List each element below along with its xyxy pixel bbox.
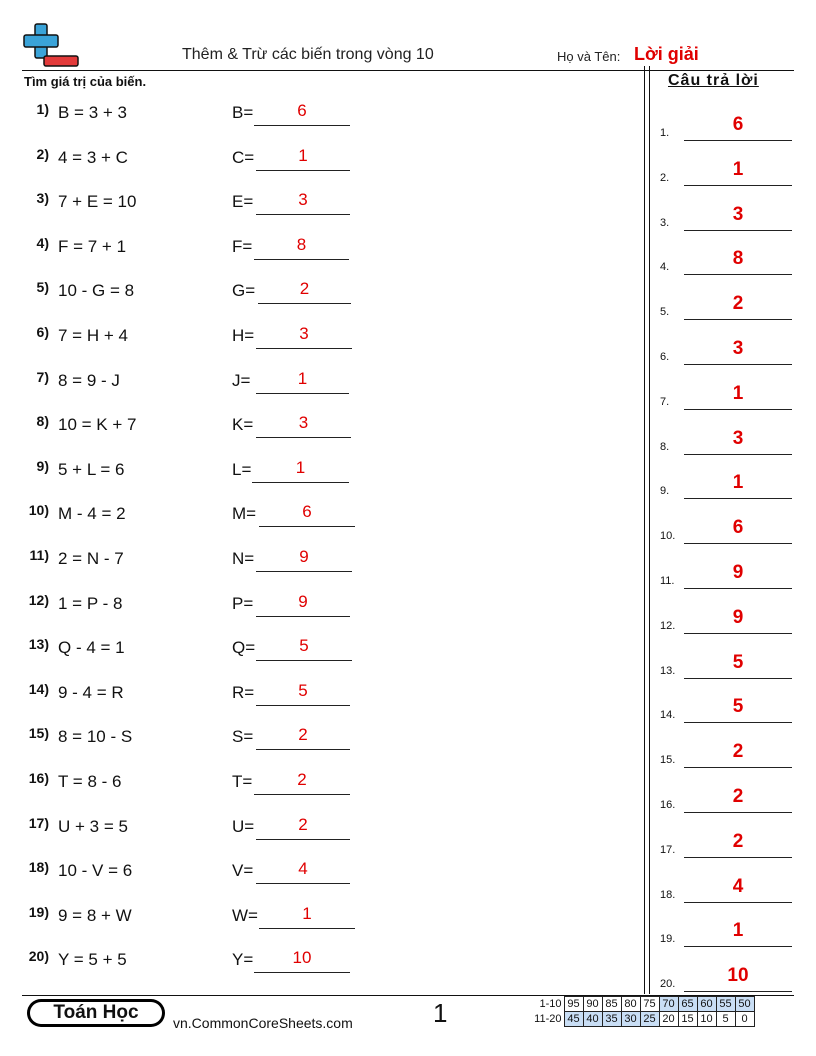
answer-key-number: 17.: [660, 843, 676, 856]
score-cell: 75: [640, 997, 659, 1012]
problem-answer: 1: [297, 368, 308, 388]
problem-equation: 1 = P - 8: [58, 593, 123, 613]
score-cell: 65: [678, 997, 697, 1012]
score-table: [530, 996, 755, 1027]
answer-key-value: 9: [732, 606, 744, 628]
answer-line: [259, 928, 355, 929]
problem-answer: 5: [299, 636, 309, 656]
answer-key-number: 12.: [660, 619, 676, 632]
answer-key-value: 1: [732, 158, 744, 180]
answer-key-value: 4: [732, 875, 744, 897]
problem-answer: 8: [296, 234, 307, 254]
answer-key-value: 2: [732, 786, 744, 807]
problem-row: [0, 101, 640, 131]
problem-answer: 1: [302, 903, 312, 923]
answer-line: [256, 660, 352, 661]
answer-key-row: [660, 517, 794, 547]
column-divider: [644, 66, 645, 994]
variable-label: Q=: [232, 638, 256, 658]
problem-answer: 1: [298, 145, 308, 165]
logo-plus-minus-icon: [22, 22, 80, 70]
variable-label: V=: [232, 861, 254, 881]
column-divider: [649, 66, 650, 994]
problem-answer: 2: [298, 725, 308, 745]
answer-key-value: 3: [732, 203, 744, 225]
answer-key-value: 10: [727, 965, 749, 987]
variable-label: M=: [232, 504, 257, 524]
score-row-label: 11-20: [534, 1012, 562, 1025]
answer-line: [254, 794, 350, 795]
answer-line: [256, 616, 350, 617]
problem-answer: 10: [292, 948, 312, 968]
problem-number: 8): [36, 413, 49, 430]
problem-row: [0, 859, 640, 889]
answer-key-value: 3: [732, 427, 744, 449]
score-cell: 70: [659, 997, 678, 1012]
score-cell: 80: [621, 997, 640, 1012]
answer-line: [252, 482, 349, 483]
brand-badge: [27, 999, 165, 1027]
score-cell: 20: [659, 1012, 678, 1027]
page-number: 1: [433, 998, 448, 1028]
score-row: [530, 997, 754, 1012]
problem-number: 3): [36, 190, 49, 207]
answer-key-row: [660, 159, 794, 189]
problem-number: 6): [36, 324, 49, 340]
name-value: Lời giải: [634, 44, 699, 64]
answer-key-row: [660, 831, 794, 861]
answer-key-row: [660, 786, 794, 816]
answer-key-line: [684, 140, 792, 141]
problem-equation: F = 7 + 1: [58, 236, 127, 256]
variable-label: B=: [232, 103, 254, 122]
answer-key-row: [660, 965, 794, 995]
answer-key-number: 16.: [660, 799, 676, 811]
answer-key-line: [684, 274, 792, 275]
answer-line: [258, 303, 351, 304]
answer-key-value: 1: [732, 382, 744, 404]
answer-key-number: 15.: [660, 754, 676, 767]
problem-number: 18): [28, 859, 49, 876]
answer-line: [256, 749, 350, 750]
variable-label: N=: [232, 549, 255, 568]
answer-key-value: 3: [732, 338, 744, 359]
problem-answer: 2: [299, 279, 310, 299]
score-cell: 85: [602, 997, 621, 1012]
answer-key-line: [684, 409, 792, 410]
problem-equation: 10 - V = 6: [58, 861, 133, 881]
problem-answer: 1: [295, 457, 306, 477]
problem-answer: 3: [298, 190, 308, 210]
answer-key-number: 20.: [660, 978, 676, 991]
problem-row: [0, 279, 640, 309]
problem-number: 4): [36, 234, 49, 251]
answer-line: [256, 170, 350, 171]
answer-key-row: [660, 607, 794, 637]
problem-row: [0, 636, 640, 666]
answer-key-row: [660, 293, 794, 323]
problem-number: 2): [36, 145, 49, 162]
answer-key-number: 10.: [660, 530, 676, 543]
problem-row: [0, 547, 640, 577]
answer-key-row: [660, 472, 794, 502]
answer-key-number: 9.: [660, 485, 670, 498]
answer-key-line: [684, 991, 792, 992]
problem-row: [0, 948, 640, 978]
answer-key-number: 11.: [660, 575, 675, 587]
problem-row: [0, 592, 640, 622]
answer-key-value: 5: [732, 651, 744, 673]
problem-equation: 10 - G = 8: [58, 281, 135, 301]
answer-key-line: [684, 767, 792, 768]
answer-key-value: 6: [732, 114, 744, 135]
problem-row: [0, 502, 640, 532]
variable-label: W=: [232, 905, 258, 925]
answer-key-row: [660, 338, 794, 368]
answer-key-number: 19.: [660, 933, 676, 946]
problem-equation: 7 = H + 4: [58, 326, 128, 345]
score-cell: 10: [697, 1012, 716, 1027]
brand-label: Toán Học: [30, 1002, 162, 1024]
problem-row: [0, 413, 640, 443]
problem-equation: 8 = 9 - J: [58, 370, 120, 390]
page-title: Thêm & Trừ các biến trong vòng 10: [182, 46, 434, 63]
variable-label: R=: [232, 682, 255, 702]
problem-number: 15): [28, 725, 49, 742]
problem-row: [0, 146, 640, 176]
problem-equation: U + 3 = 5: [58, 816, 128, 836]
answer-key-number: 18.: [660, 888, 676, 901]
variable-label: L=: [232, 459, 252, 479]
answer-key-line: [684, 588, 792, 589]
answer-key-number: 13.: [660, 664, 676, 677]
problem-row: [0, 904, 640, 934]
score-cell: 5: [716, 1012, 735, 1027]
instructions: Tìm giá trị của biến.: [24, 74, 147, 89]
score-row: [530, 1012, 754, 1027]
problem-answer: 6: [297, 101, 307, 120]
problem-row: [0, 458, 640, 488]
problem-answer: 3: [298, 413, 309, 433]
answer-key-value: 2: [732, 741, 744, 763]
answer-key-line: [684, 633, 792, 634]
answer-key-row: [660, 920, 794, 950]
problem-number: 5): [36, 279, 49, 296]
answer-key-number: 14.: [660, 709, 676, 722]
variable-label: C=: [232, 147, 255, 167]
answer-key-line: [684, 946, 792, 947]
problem-row: [0, 815, 640, 845]
answer-key-row: [660, 562, 794, 592]
problem-answer: 3: [299, 324, 309, 343]
problem-answer: 9: [298, 591, 308, 611]
problem-row: [0, 681, 640, 711]
problem-answer: 5: [298, 680, 308, 700]
answer-key-number: 2.: [660, 171, 670, 184]
answer-key-row: [660, 248, 794, 278]
problem-equation: B = 3 + 3: [58, 103, 127, 122]
answer-key-row: [660, 428, 794, 458]
problem-equation: 9 - 4 = R: [58, 682, 124, 702]
problem-equation: T = 8 - 6: [58, 772, 122, 791]
answer-key-number: 4.: [660, 261, 670, 274]
problem-answer: 2: [297, 770, 307, 789]
problem-number: 1): [36, 101, 49, 117]
answer-line: [256, 348, 352, 349]
variable-label: P=: [232, 593, 254, 613]
problem-equation: M - 4 = 2: [58, 504, 126, 524]
answer-key-value: 1: [732, 472, 744, 494]
problem-number: 14): [28, 680, 49, 697]
variable-label: T=: [232, 772, 253, 791]
problem-equation: 5 + L = 6: [58, 459, 125, 479]
answer-key-line: [684, 230, 792, 231]
problem-row: [0, 725, 640, 755]
answer-key-number: 5.: [660, 306, 670, 319]
problem-number: 7): [36, 368, 49, 385]
score-cell: 35: [602, 1012, 621, 1027]
score-cell: 90: [583, 997, 602, 1012]
variable-label: Y=: [232, 950, 254, 970]
problem-number: 9): [36, 457, 49, 474]
answer-line: [254, 125, 350, 126]
answer-key-value: 8: [732, 248, 744, 270]
problem-answer: 9: [299, 547, 309, 566]
answer-key-row: [660, 114, 794, 144]
answer-line: [254, 972, 350, 973]
variable-label: J=: [232, 370, 251, 390]
answer-line: [256, 839, 350, 840]
answer-key-line: [684, 722, 792, 723]
problem-row: [0, 369, 640, 399]
problem-equation: 8 = 10 - S: [58, 727, 133, 747]
variable-label: H=: [232, 326, 255, 345]
problem-answer: 4: [298, 859, 308, 879]
score-row-label: 1-10: [539, 997, 562, 1010]
answer-key-number: 7.: [660, 395, 670, 408]
answer-key-line: [684, 857, 792, 858]
problem-equation: 7 + E = 10: [58, 192, 137, 212]
answer-key-title: Câu trả lời: [668, 72, 759, 89]
answer-key-row: [660, 652, 794, 682]
problem-number: 11): [29, 547, 49, 563]
problem-answer: 6: [302, 502, 312, 522]
score-cell: 15: [678, 1012, 697, 1027]
variable-label: U=: [232, 816, 255, 836]
problem-answer: 2: [298, 814, 308, 834]
answer-key-value: 5: [732, 696, 744, 718]
answer-key-value: 6: [732, 517, 744, 539]
score-cell: 45: [564, 1012, 583, 1027]
problem-number: 20): [28, 948, 49, 965]
variable-label: G=: [232, 281, 256, 301]
problem-row: [0, 190, 640, 220]
problem-equation: Q - 4 = 1: [58, 638, 125, 658]
answer-key-line: [684, 498, 792, 499]
problem-number: 16): [28, 770, 49, 786]
answer-key-number: 8.: [660, 440, 670, 453]
problem-equation: 2 = N - 7: [58, 549, 124, 568]
answer-line: [256, 705, 350, 706]
answer-key-row: [660, 204, 794, 234]
problem-equation: 10 = K + 7: [58, 415, 137, 435]
score-cell: 95: [564, 997, 583, 1012]
answer-line: [256, 571, 352, 572]
problem-row: [0, 324, 640, 354]
score-cell: 50: [735, 997, 754, 1012]
problem-equation: 9 = 8 + W: [58, 905, 132, 925]
site-url: vn.CommonCoreSheets.com: [173, 1015, 353, 1031]
answer-key-row: [660, 741, 794, 771]
answer-key-line: [684, 902, 792, 903]
answer-key-line: [684, 364, 792, 365]
problem-row: [0, 235, 640, 265]
answer-key-line: [684, 543, 792, 544]
name-label: Họ và Tên:: [557, 49, 621, 64]
answer-key-line: [684, 319, 792, 320]
answer-key-row: [660, 876, 794, 906]
answer-key-row: [660, 383, 794, 413]
answer-key-row: [660, 696, 794, 726]
problem-number: 10): [28, 502, 49, 519]
variable-label: E=: [232, 192, 254, 212]
score-cell: 0: [735, 1012, 754, 1027]
answer-key-number: 3.: [660, 216, 670, 229]
answer-key-value: 2: [732, 293, 744, 315]
problem-equation: Y = 5 + 5: [58, 950, 127, 970]
answer-key-value: 1: [732, 920, 744, 942]
score-cell: 60: [697, 997, 716, 1012]
answer-key-line: [684, 454, 792, 455]
variable-label: F=: [232, 236, 253, 256]
problem-row: [0, 770, 640, 800]
answer-line: [259, 526, 355, 527]
problem-number: 13): [28, 636, 49, 653]
answer-line: [256, 883, 350, 884]
answer-line: [254, 259, 349, 260]
answer-key-value: 2: [732, 830, 744, 852]
answer-key-number: 6.: [660, 351, 670, 363]
variable-label: K=: [232, 415, 254, 435]
score-cell: 40: [583, 1012, 602, 1027]
problem-number: 12): [28, 591, 49, 608]
answer-key-number: 1.: [660, 127, 670, 139]
answer-key-line: [684, 812, 792, 813]
variable-label: S=: [232, 727, 254, 747]
score-cell: 55: [716, 997, 735, 1012]
answer-line: [256, 437, 351, 438]
answer-key-line: [684, 185, 792, 186]
score-cell: 30: [621, 1012, 640, 1027]
problem-equation: 4 = 3 + C: [58, 147, 128, 167]
answer-key-value: 9: [732, 562, 744, 583]
problem-number: 19): [28, 903, 49, 920]
answer-line: [256, 214, 350, 215]
problem-number: 17): [28, 814, 49, 831]
answer-line: [256, 393, 349, 394]
answer-key-line: [684, 678, 792, 679]
header-divider: [22, 70, 794, 71]
score-cell: 25: [640, 1012, 659, 1027]
